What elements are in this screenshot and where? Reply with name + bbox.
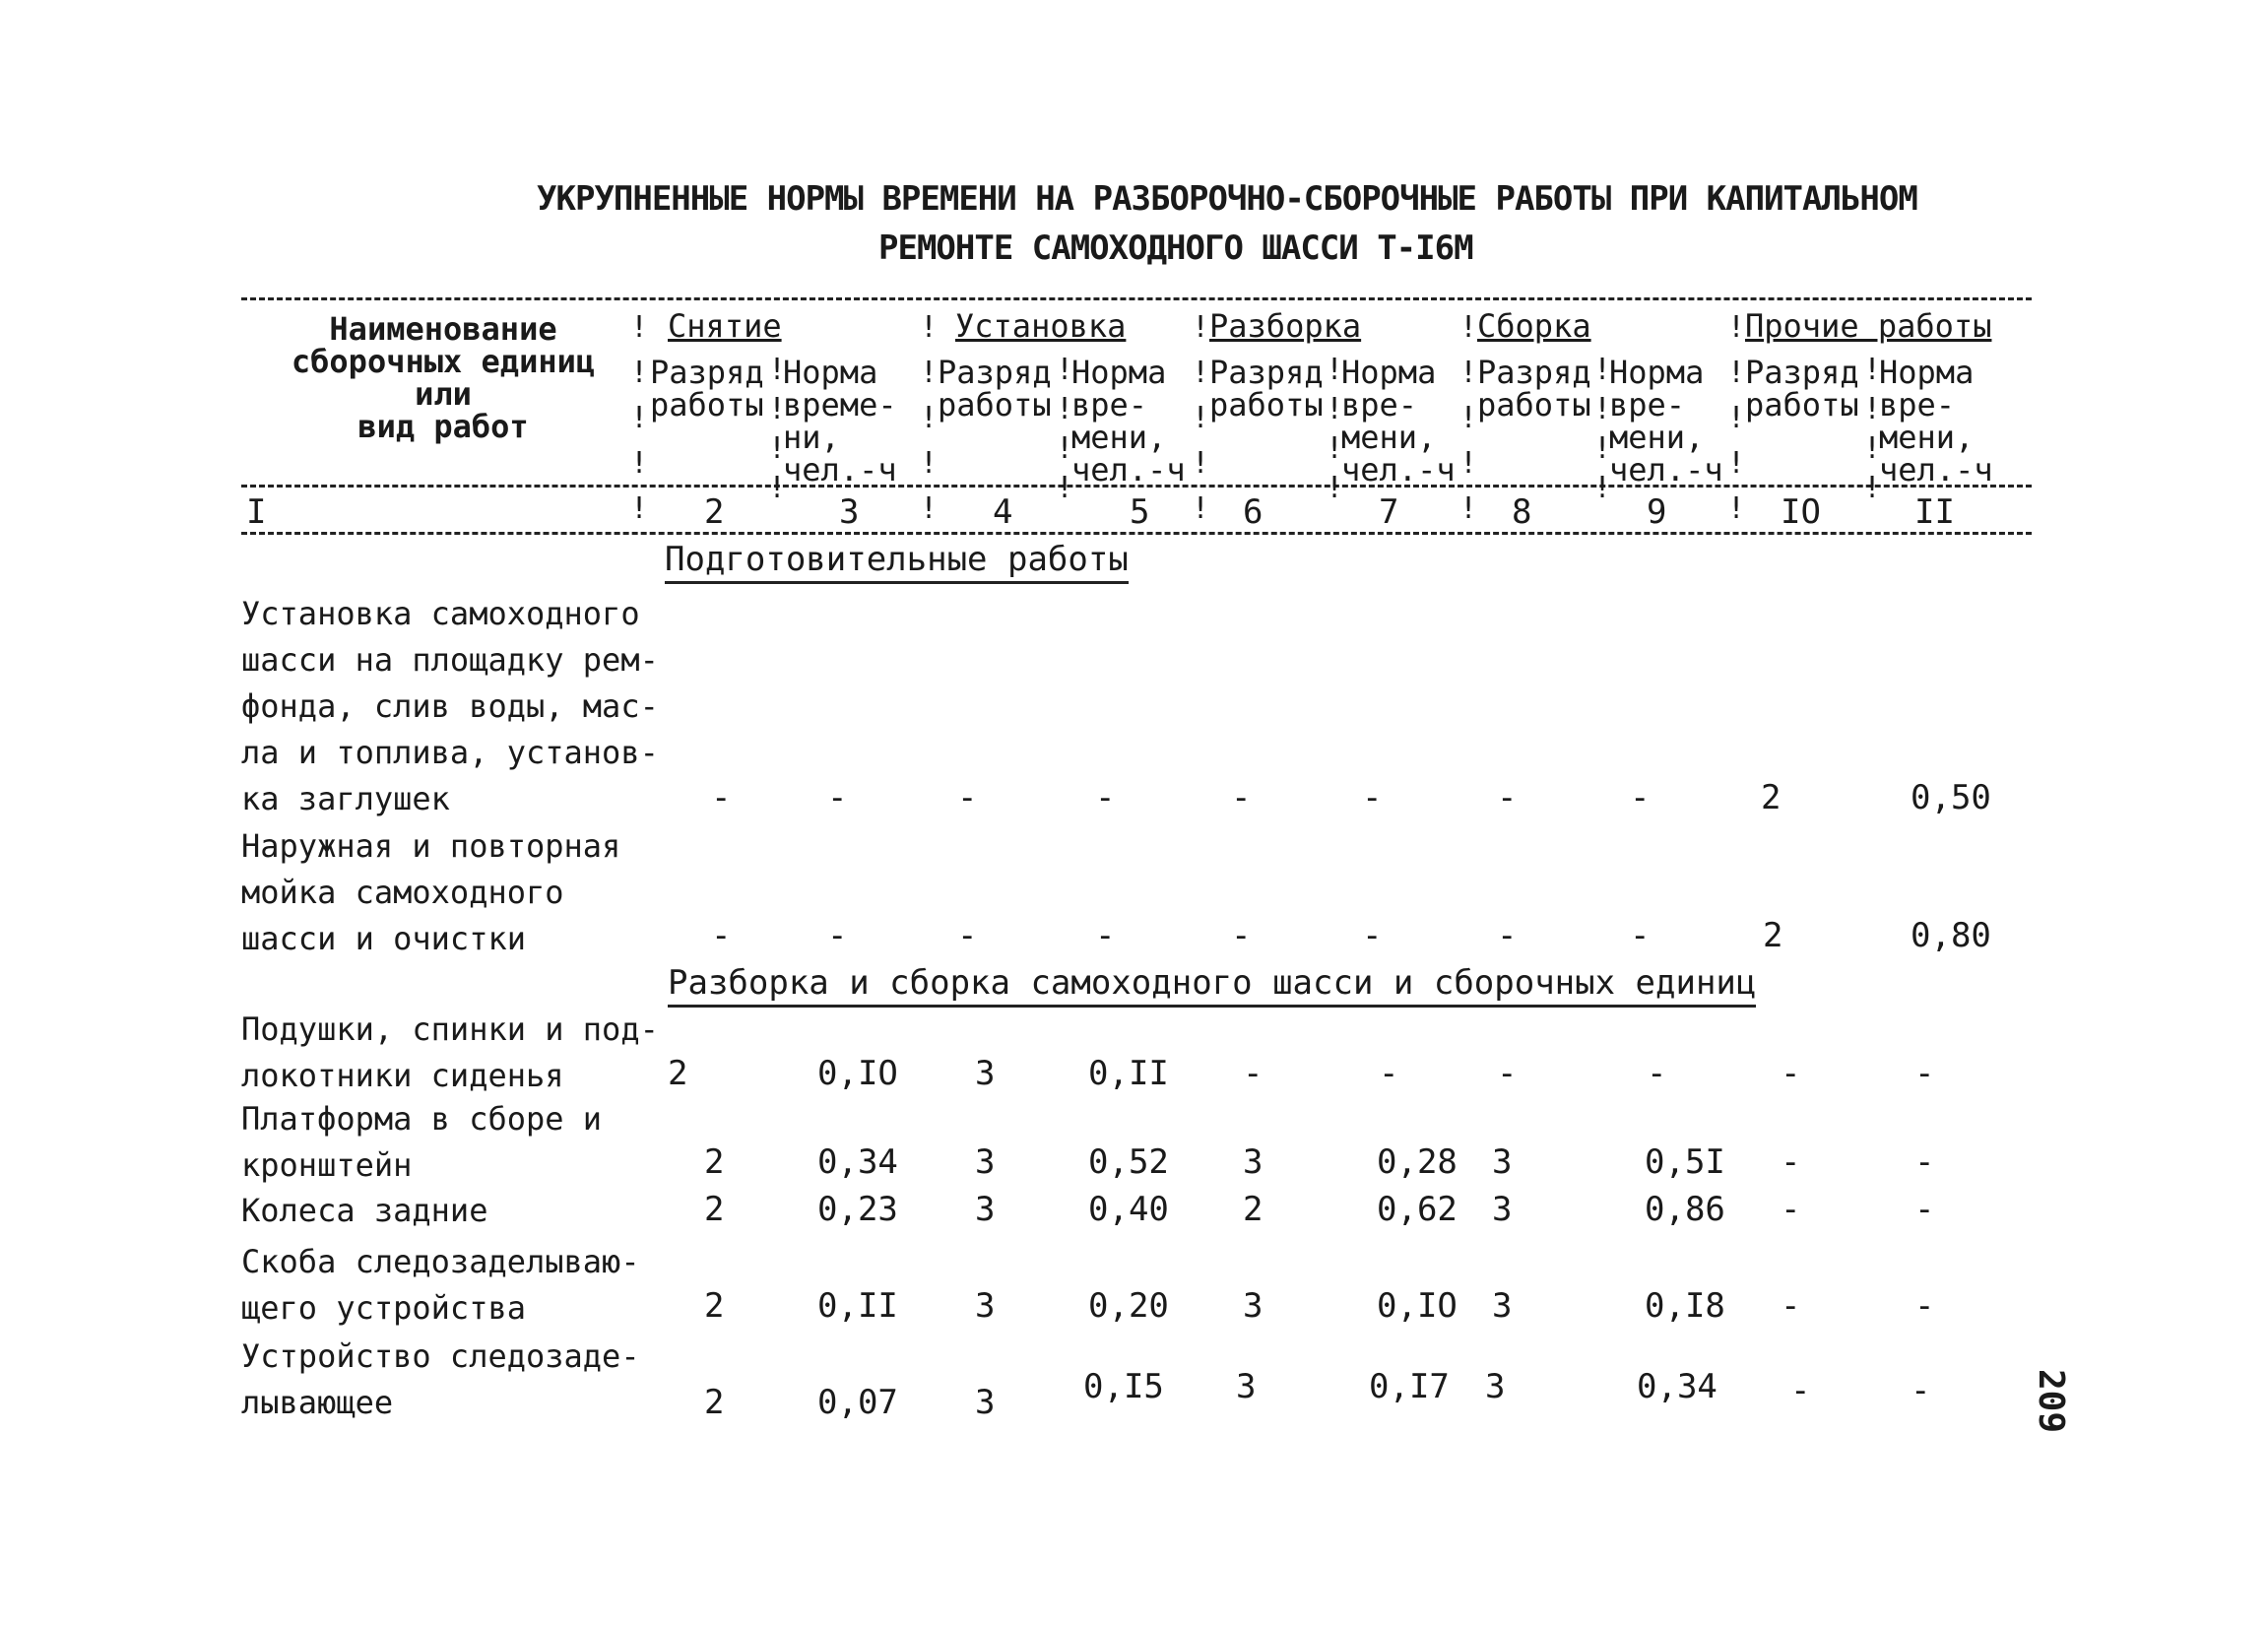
cell-r7-c10: -: [1790, 1371, 1811, 1410]
page-number: 209: [2031, 1368, 2072, 1434]
cell-r1-c8: -: [1497, 778, 1518, 817]
cell-r1-c7: -: [1362, 778, 1383, 817]
header-group-installation: Установка: [955, 307, 1127, 345]
cell-r7-c7: 0,I7: [1369, 1367, 1450, 1406]
cell-r2-c2: -: [711, 916, 732, 955]
col-number-2: 2: [704, 492, 725, 532]
section-title-disassembly-assembly: Разборка и сборка самоходного шасси и сборочных единиц: [668, 963, 1756, 1008]
cell-r6-c5: 0,20: [1088, 1286, 1169, 1326]
header-group-assembly: Сборка: [1477, 307, 1591, 345]
cell-r4-c7: 0,28: [1377, 1142, 1458, 1182]
header-norm-9: Норма вре- мени, чел.-ч: [1609, 354, 1723, 488]
cell-r1-c6: -: [1231, 778, 1252, 817]
header-grade-4: Разряд работы: [938, 354, 1052, 423]
cell-r2-c9: -: [1630, 916, 1651, 955]
cell-r1-c10: 2: [1761, 778, 1782, 817]
row-name-track-bracket: Скоба следозаделываю- щего устройства: [241, 1243, 640, 1327]
cell-r2-c11: 0,80: [1911, 916, 1991, 955]
cell-r7-c4: 3: [975, 1383, 996, 1422]
header-norm-3: Норма време- ни, чел.-ч: [783, 354, 897, 488]
row-name-platform: Платформа в сборе и кронштейн: [241, 1100, 603, 1184]
cell-r4-c6: 3: [1243, 1142, 1264, 1182]
header-separator: ! ! ! !: [1593, 353, 1612, 505]
cell-r5-c5: 0,40: [1088, 1190, 1169, 1229]
row-name-track-device: Устройство следозаде- лывающее: [241, 1337, 640, 1421]
cell-r2-c7: -: [1362, 916, 1383, 955]
cell-r4-c8: 3: [1492, 1142, 1513, 1182]
cell-r6-c3: 0,II: [817, 1286, 898, 1326]
cell-r7-c8: 3: [1485, 1367, 1506, 1406]
cell-r3-c8: -: [1497, 1054, 1518, 1093]
header-top-rule: [241, 297, 2032, 300]
row-name-washing: Наружная и повторная мойка самоходного шасси и очистки: [241, 827, 621, 957]
cell-r5-c11: -: [1914, 1190, 1935, 1229]
cell-r6-c7: 0,IO: [1377, 1286, 1458, 1326]
cell-r6-c2: 2: [704, 1286, 725, 1326]
col-number-10: IO: [1781, 492, 1821, 532]
cell-r3-c4: 3: [975, 1054, 996, 1093]
cell-r1-c4: -: [957, 778, 978, 817]
cell-r3-c11: -: [1914, 1054, 1935, 1093]
cell-r7-c5: 0,I5: [1083, 1367, 1164, 1406]
col-number-6: 6: [1243, 492, 1264, 532]
cell-r2-c6: -: [1231, 916, 1252, 955]
header-grade-8: Разряд работы: [1477, 354, 1591, 423]
cell-r2-c5: -: [1095, 916, 1116, 955]
col-number-1: I: [246, 492, 267, 532]
cell-r3-c6: -: [1243, 1054, 1264, 1093]
header-separator: ! ! ! ! !: [1192, 310, 1210, 526]
header-separator: ! ! ! !: [1056, 353, 1074, 505]
cell-r5-c3: 0,23: [817, 1190, 898, 1229]
cell-r6-c9: 0,I8: [1645, 1286, 1725, 1326]
header-name-column: Наименование сборочных единиц или вид работ: [291, 310, 596, 445]
cell-r5-c7: 0,62: [1377, 1190, 1458, 1229]
section-title-preparatory: Подготовительные работы: [665, 540, 1129, 584]
row-name-cushions: Подушки, спинки и под- локотники сиденья: [241, 1010, 659, 1094]
header-separator: ! ! ! !: [1863, 353, 1882, 505]
col-number-9: 9: [1647, 492, 1667, 532]
row-name-install-chassis: Установка самоходного шасси на площадку рем- фонда, слив воды, мас- ла и топлива, установ- ка заглушек: [241, 595, 659, 817]
cell-r1-c3: -: [827, 778, 848, 817]
row-name-rear-wheels: Колеса задние: [241, 1192, 488, 1229]
cell-r5-c10: -: [1781, 1190, 1801, 1229]
header-group-disassembly: Разборка: [1209, 307, 1362, 345]
cell-r4-c9: 0,5I: [1645, 1142, 1725, 1182]
cell-r5-c9: 0,86: [1645, 1190, 1725, 1229]
col-number-8: 8: [1512, 492, 1532, 532]
cell-r5-c2: 2: [704, 1190, 725, 1229]
cell-r2-c8: -: [1497, 916, 1518, 955]
header-group-other: Прочие работы: [1745, 307, 1992, 345]
cell-r3-c9: -: [1647, 1054, 1667, 1093]
header-separator: ! ! ! !: [768, 353, 787, 505]
cell-r7-c2: 2: [704, 1383, 725, 1422]
cell-r6-c10: -: [1781, 1286, 1801, 1326]
cell-r2-c3: -: [827, 916, 848, 955]
header-norm-5: Норма вре- мени, чел.-ч: [1071, 354, 1186, 488]
cell-r4-c11: -: [1914, 1142, 1935, 1182]
page-title-line-1: УКРУПНЕННЫЕ НОРМЫ ВРЕМЕНИ НА РАЗБОРОЧНО-СБОРОЧНЫЕ РАБОТЫ ПРИ КАПИТАЛЬНОМ: [537, 179, 1917, 219]
col-number-5: 5: [1130, 492, 1150, 532]
header-grade-6: Разряд работы: [1209, 354, 1324, 423]
header-separator: ! ! ! ! !: [920, 310, 939, 526]
header-separator: ! ! ! ! !: [1459, 310, 1478, 526]
header-bottom-rule: [241, 532, 2032, 535]
cell-r2-c4: -: [957, 916, 978, 955]
header-group-removal: Снятие: [668, 307, 782, 345]
cell-r1-c5: -: [1095, 778, 1116, 817]
header-separator: ! ! ! ! !: [630, 310, 649, 526]
col-number-7: 7: [1379, 492, 1399, 532]
header-separator: ! ! ! !: [1326, 353, 1344, 505]
cell-r5-c4: 3: [975, 1190, 996, 1229]
cell-r7-c3: 0,07: [817, 1383, 898, 1422]
cell-r7-c6: 3: [1236, 1367, 1257, 1406]
cell-r3-c5: 0,II: [1088, 1054, 1169, 1093]
page-title-line-2: РЕМОНТЕ САМОХОДНОГО ШАССИ Т-I6М: [878, 228, 1473, 268]
cell-r6-c11: -: [1914, 1286, 1935, 1326]
cell-r3-c3: 0,IO: [817, 1054, 898, 1093]
col-number-11: II: [1914, 492, 1955, 532]
cell-r3-c2: 2: [668, 1054, 688, 1093]
cell-r6-c8: 3: [1492, 1286, 1513, 1326]
header-norm-11: Норма вре- мени, чел.-ч: [1879, 354, 1993, 488]
header-grade-10: Разряд работы: [1745, 354, 1859, 423]
cell-r3-c7: -: [1379, 1054, 1399, 1093]
cell-r4-c3: 0,34: [817, 1142, 898, 1182]
cell-r4-c4: 3: [975, 1142, 996, 1182]
header-grade-2: Разряд работы: [650, 354, 764, 423]
cell-r2-c10: 2: [1763, 916, 1783, 955]
col-number-4: 4: [993, 492, 1013, 532]
cell-r6-c6: 3: [1243, 1286, 1264, 1326]
cell-r4-c5: 0,52: [1088, 1142, 1169, 1182]
cell-r5-c6: 2: [1243, 1190, 1264, 1229]
cell-r1-c11: 0,50: [1911, 778, 1991, 817]
cell-r4-c2: 2: [704, 1142, 725, 1182]
col-number-3: 3: [839, 492, 860, 532]
cell-r5-c8: 3: [1492, 1190, 1513, 1229]
cell-r7-c9: 0,34: [1637, 1367, 1717, 1406]
cell-r7-c11: -: [1911, 1371, 1931, 1410]
cell-r1-c2: -: [711, 778, 732, 817]
header-separator: ! ! ! ! !: [1727, 310, 1746, 526]
cell-r3-c10: -: [1781, 1054, 1801, 1093]
cell-r4-c10: -: [1781, 1142, 1801, 1182]
cell-r1-c9: -: [1630, 778, 1651, 817]
cell-r6-c4: 3: [975, 1286, 996, 1326]
header-norm-7: Норма вре- мени, чел.-ч: [1341, 354, 1456, 488]
